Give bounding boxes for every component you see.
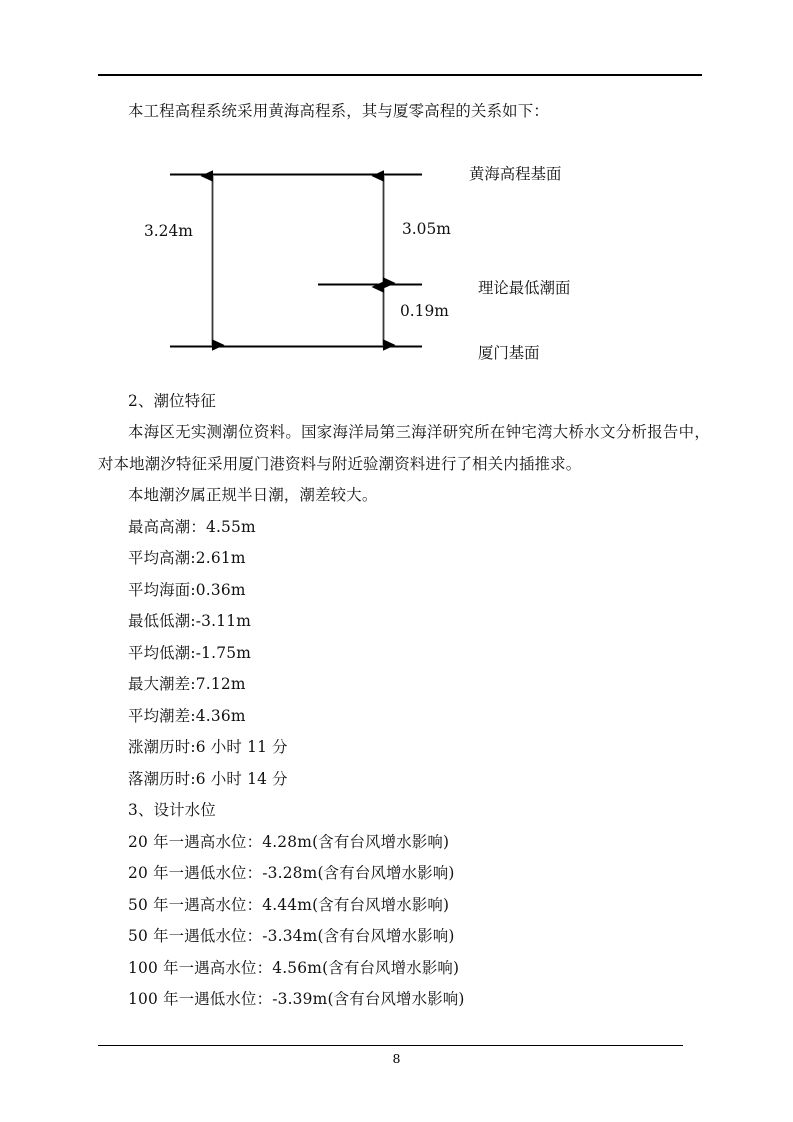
design-level-100yr-high: 100 年一遇高水位：4.56m(含有台风增水影响) — [128, 958, 460, 977]
design-level-100yr-low: 100 年一遇低水位：-3.39m(含有台风增水影响) — [128, 990, 465, 1008]
tide-paragraph-1: 本海区无实测潮位资料。国家海洋局第三海洋研究所在钟宅湾大桥水文分析报告中，对本地潮汐特征采用厦门港资料与附近验潮资料进行了相关内插推求。 — [98, 423, 710, 473]
datum-label-huanghai: 黄海高程基面 — [469, 165, 562, 183]
datum-label-theoretical-lowest-tide: 理论最低潮面 — [478, 279, 571, 297]
diagram-reserved-space — [98, 128, 710, 386]
tide-value-lowest-low: 最低低潮:-3.11m — [128, 612, 252, 630]
header-rule — [98, 74, 702, 76]
datum-label-xiamen: 厦门基面 — [478, 344, 540, 362]
tide-value-mean-sea-level: 平均海面:0.36m — [128, 580, 246, 599]
design-level-20yr-low: 20 年一遇低水位：-3.28m(含有台风增水影响) — [128, 864, 455, 882]
tide-value-highest-high: 最高高潮：4.55m — [128, 517, 256, 536]
intro-line: 本工程高程系统采用黄海高程系，其与厦零高程的关系如下： — [128, 102, 549, 120]
tide-value-flood-duration: 涨潮历时:6 小时 11 分 — [128, 738, 288, 756]
tide-value-mean-range: 平均潮差:4.36m — [128, 706, 246, 725]
tide-value-mean-low: 平均低潮:-1.75m — [128, 643, 252, 662]
page-number: 8 — [392, 1051, 401, 1066]
tide-paragraph-2: 本地潮汐属正规半日潮，潮差较大。 — [128, 486, 378, 504]
dimension-label-0-19m: 0.19m — [400, 302, 449, 320]
document-body — [98, 96, 710, 1016]
dimension-label-3-05m: 3.05m — [402, 220, 451, 238]
tide-value-mean-high: 平均高潮:2.61m — [128, 549, 246, 567]
tide-value-ebb-duration: 落潮历时:6 小时 14 分 — [128, 769, 288, 788]
design-level-50yr-high: 50 年一遇高水位：4.44m(含有台风增水影响) — [128, 895, 450, 914]
design-level-50yr-low: 50 年一遇低水位：-3.34m(含有台风增水影响) — [128, 927, 455, 945]
section-heading-design: 3、设计水位 — [128, 801, 216, 819]
tide-value-max-range: 最大潮差:7.12m — [128, 675, 246, 693]
dimension-label-3-24m: 3.24m — [144, 222, 193, 240]
section-heading-tide: 2、潮位特征 — [128, 391, 216, 410]
footer-rule — [98, 1045, 683, 1046]
design-level-20yr-high: 20 年一遇高水位：4.28m(含有台风增水影响) — [128, 832, 450, 851]
